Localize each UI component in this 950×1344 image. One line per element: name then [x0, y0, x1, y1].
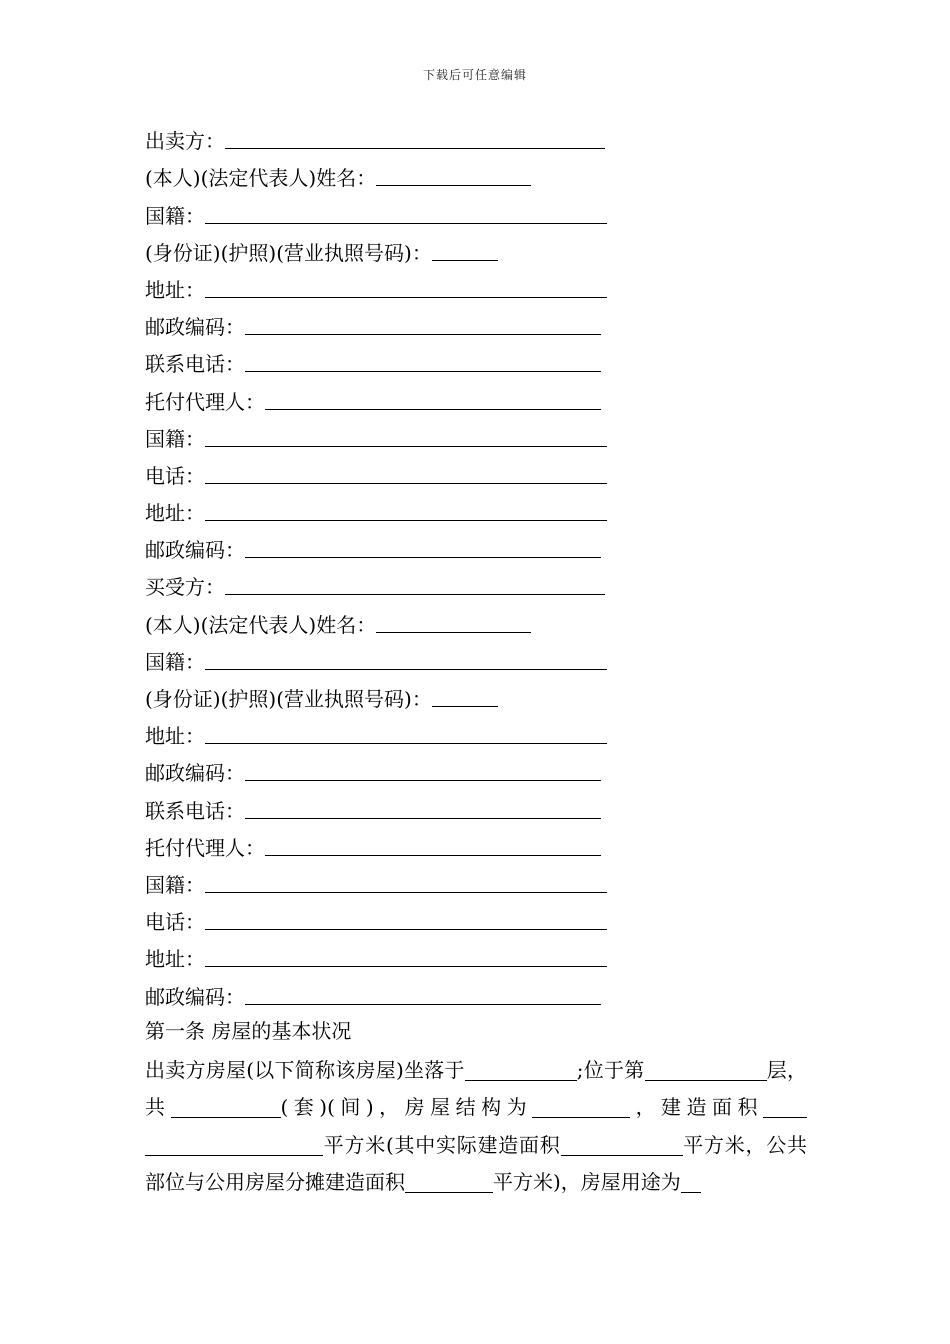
blank-floor[interactable]: [645, 1058, 757, 1081]
blank-field[interactable]: [205, 422, 607, 447]
blank-field[interactable]: [205, 942, 607, 967]
field-label: 地址：: [145, 277, 205, 302]
field-label: 地址：: [145, 947, 205, 972]
blank-floor-cont[interactable]: [757, 1058, 767, 1081]
blank-field[interactable]: [432, 682, 498, 707]
form-line-buyer-agent: [145, 823, 845, 860]
blank-field[interactable]: [205, 459, 607, 484]
blank-field[interactable]: [376, 161, 531, 186]
page-header: 下载后可任意编辑: [422, 68, 527, 82]
blank-field[interactable]: [245, 533, 601, 558]
form-line-seller-agent-address: [145, 488, 845, 525]
form-line-buyer-address: [145, 711, 845, 748]
field-label: 邮政编码：: [145, 761, 245, 786]
blank-field[interactable]: [205, 645, 607, 670]
blank-field[interactable]: [245, 756, 601, 781]
blank-field[interactable]: [225, 570, 605, 595]
field-label: 出卖方：: [145, 129, 225, 154]
blank-field[interactable]: [376, 608, 531, 633]
blank-field[interactable]: [205, 273, 607, 298]
field-label: 买受方：: [145, 575, 225, 600]
blank-field[interactable]: [245, 794, 601, 819]
form-line-seller-address: [145, 265, 845, 302]
party-info-form: [145, 116, 845, 1009]
form-line-buyer: [145, 562, 845, 599]
form-line-buyer-agent-phone: [145, 897, 845, 934]
form-line-seller-name: [145, 153, 845, 190]
field-label: (身份证)(护照)(营业执照号码)：: [145, 240, 432, 265]
blank-building-area-cont[interactable]: [145, 1133, 323, 1156]
field-label: 地址：: [145, 501, 205, 526]
form-line-seller-phone: [145, 339, 845, 376]
field-label: 电话：: [145, 910, 205, 935]
blank-field[interactable]: [205, 719, 607, 744]
form-line-seller-agent: [145, 376, 845, 413]
section-title: 第一条 房屋的基本状况: [145, 1019, 352, 1043]
blank-field[interactable]: [245, 310, 601, 335]
blank-structure[interactable]: [532, 1095, 630, 1118]
paragraph-text: 平方米(其中实际建造面积: [323, 1132, 561, 1157]
paragraph-text: ，建造面积: [630, 1095, 764, 1120]
blank-total-units[interactable]: [171, 1095, 281, 1118]
form-line-seller-agent-nationality: [145, 414, 845, 451]
field-label: (本人)(法定代表人)姓名：: [145, 166, 377, 191]
blank-usage[interactable]: [681, 1170, 701, 1193]
form-line-buyer-postcode: [145, 748, 845, 785]
paragraph-text: 平方米)，房屋用途为: [493, 1169, 681, 1194]
blank-field[interactable]: [225, 124, 605, 149]
form-line-seller: [145, 116, 845, 153]
form-line-buyer-agent-postcode: [145, 971, 845, 1008]
blank-field[interactable]: [245, 980, 601, 1005]
field-label: (身份证)(护照)(营业执照号码)：: [145, 687, 432, 711]
form-line-seller-agent-phone: [145, 451, 845, 488]
blank-shared-area[interactable]: [405, 1170, 493, 1193]
form-line-seller-nationality: [145, 190, 845, 227]
paragraph-text: 出卖方房屋(以下简称该房屋)坐落于: [145, 1058, 465, 1082]
field-label: 邮政编码：: [145, 984, 245, 1009]
form-line-buyer-agent-address: [145, 934, 845, 971]
paragraph-text: 层，共: [145, 1058, 808, 1120]
field-label: 邮政编码：: [145, 315, 245, 340]
form-line-seller-id: [145, 228, 845, 265]
field-label: 联系电话：: [145, 798, 245, 823]
form-line-buyer-phone: [145, 785, 845, 822]
form-line-seller-agent-postcode: [145, 525, 845, 562]
field-label: 电话：: [145, 463, 205, 488]
field-label: 联系电话：: [145, 352, 245, 377]
blank-field[interactable]: [432, 236, 498, 261]
blank-field[interactable]: [245, 347, 601, 372]
blank-actual-area[interactable]: [561, 1133, 683, 1156]
form-line-seller-postcode: [145, 302, 845, 339]
field-label: 托付代理人：: [145, 835, 265, 860]
field-label: (本人)(法定代表人)姓名：: [145, 612, 377, 637]
field-label: 国籍：: [145, 426, 205, 451]
form-line-buyer-nationality: [145, 637, 845, 674]
field-label: 国籍：: [145, 203, 205, 228]
blank-location[interactable]: [465, 1058, 577, 1081]
paragraph-text: 平方米，公共部位与公用房屋分摊建造面积: [145, 1132, 807, 1194]
blank-building-area[interactable]: [763, 1095, 807, 1118]
blank-field[interactable]: [205, 496, 607, 521]
field-label: 托付代理人：: [145, 389, 265, 414]
field-label: 地址：: [145, 724, 205, 749]
blank-field[interactable]: [205, 199, 607, 224]
section-paragraph: [145, 1052, 807, 1201]
blank-field[interactable]: [205, 868, 607, 893]
field-label: 国籍：: [145, 872, 205, 897]
field-label: 邮政编码：: [145, 538, 245, 563]
blank-field[interactable]: [265, 385, 601, 410]
form-line-buyer-name: [145, 599, 845, 636]
paragraph-text: ;位于第: [576, 1058, 645, 1082]
paragraph-text: (套)(间)，房屋结构为: [280, 1095, 533, 1120]
form-line-buyer-id: [145, 674, 845, 711]
blank-field[interactable]: [265, 831, 601, 856]
blank-field[interactable]: [205, 905, 607, 930]
form-line-buyer-agent-nationality: [145, 860, 845, 897]
field-label: 国籍：: [145, 649, 205, 674]
